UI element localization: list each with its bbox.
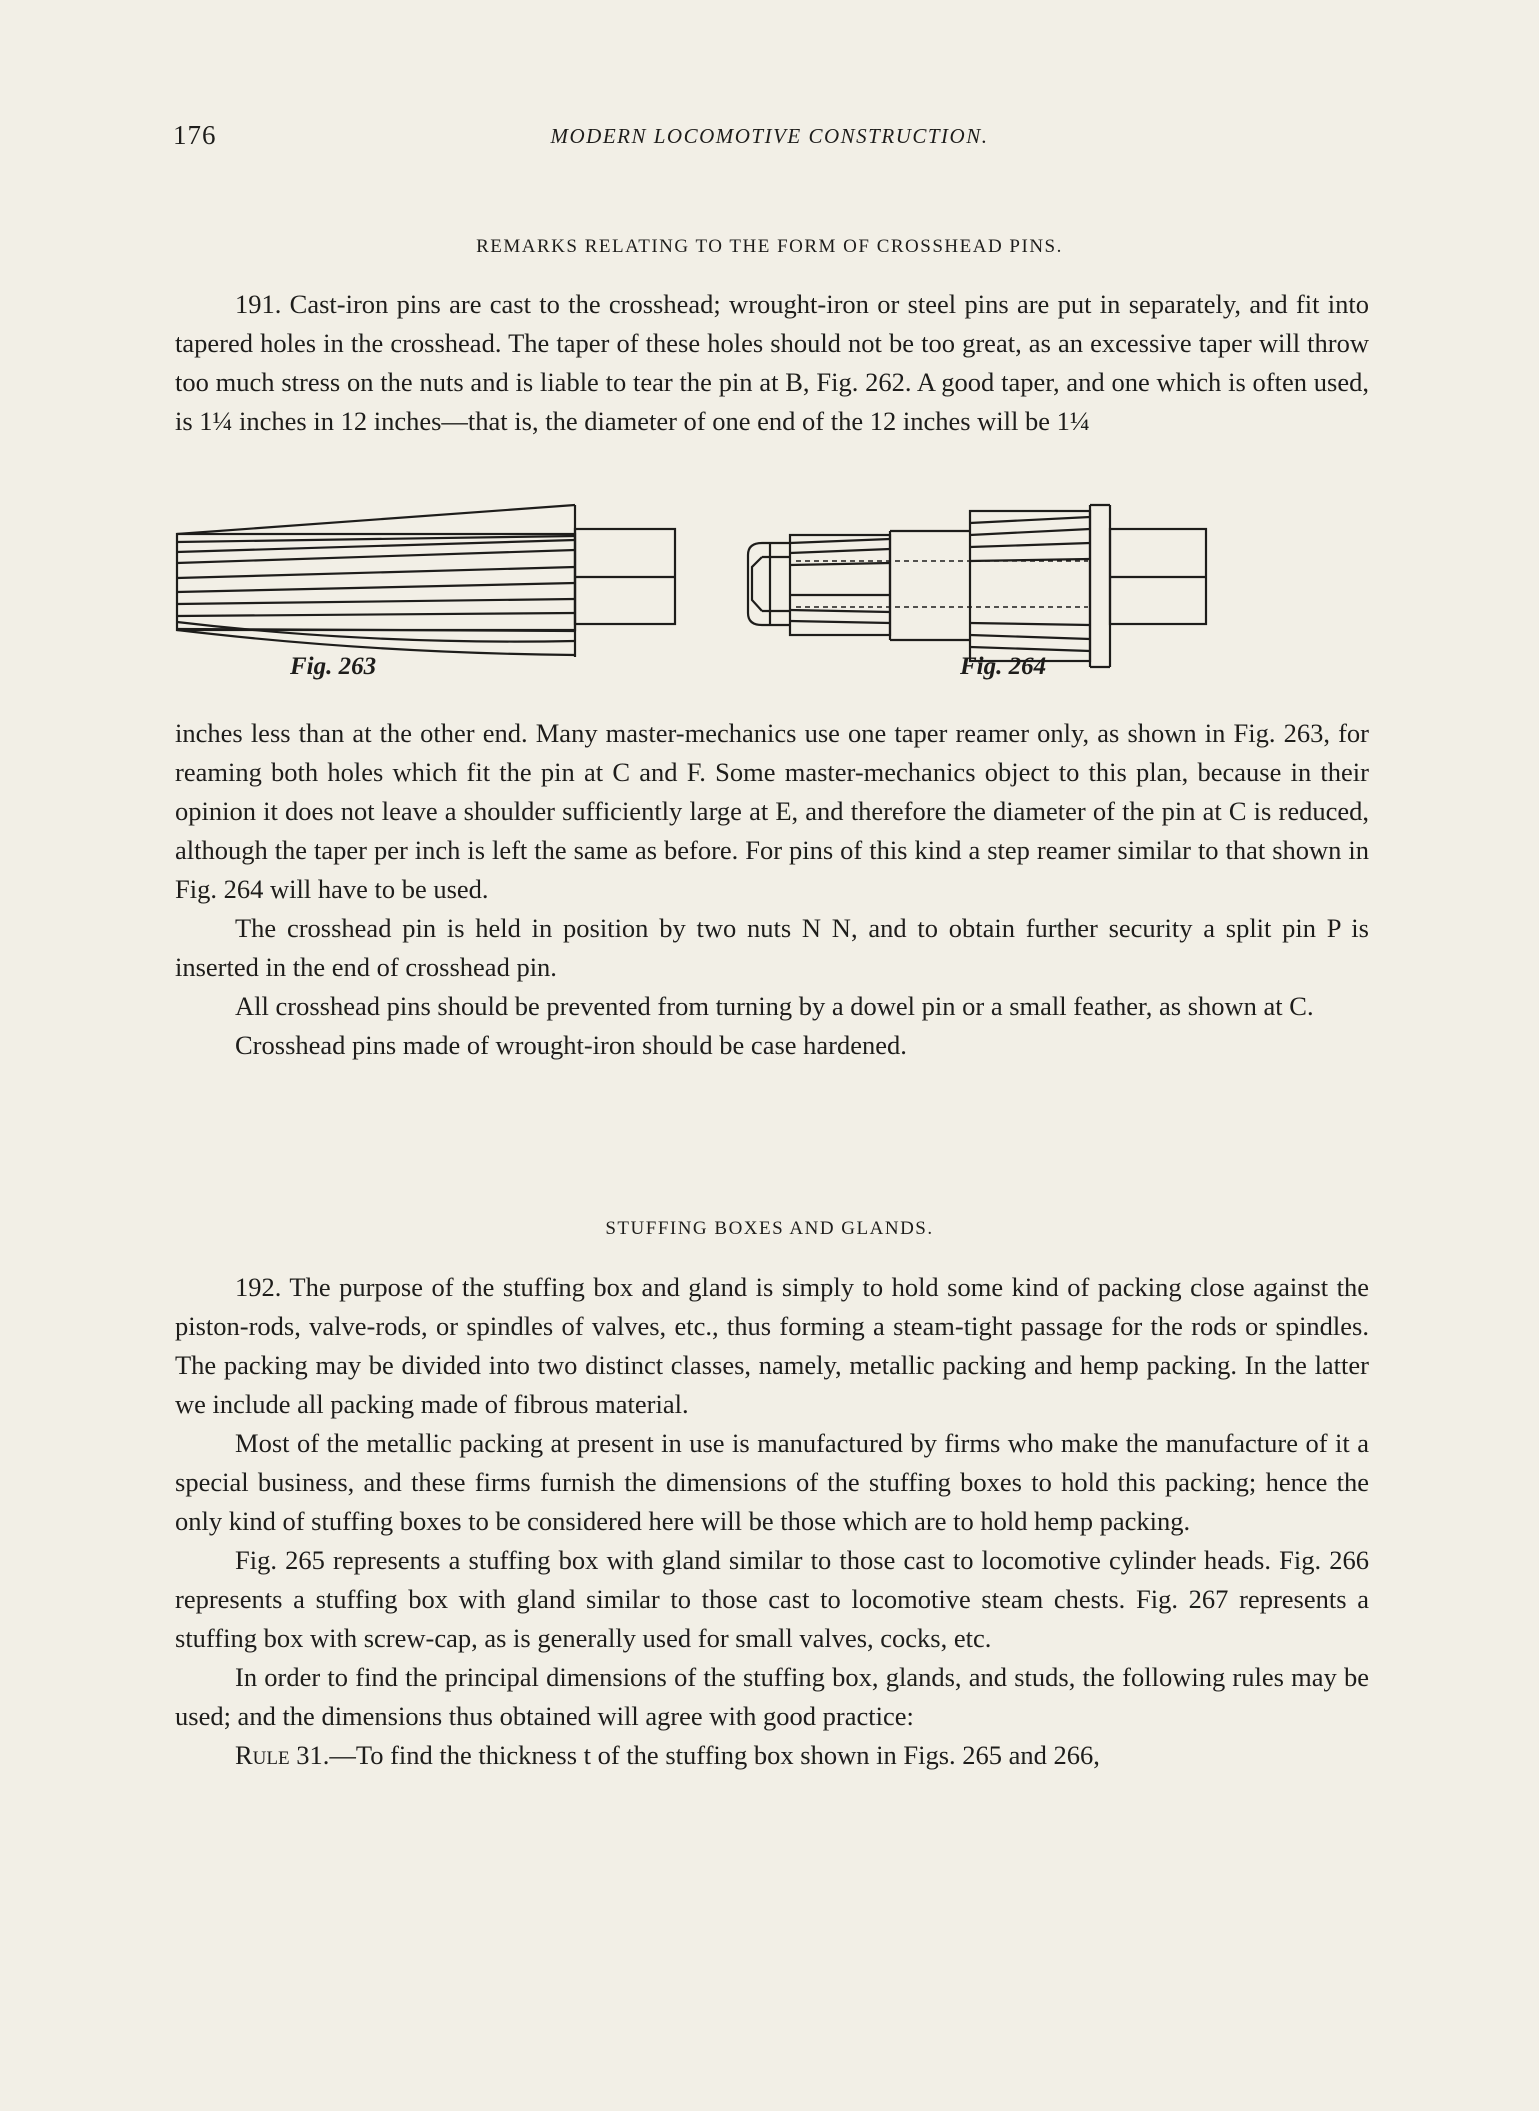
paragraph-dowel: All crosshead pins should be prevented from turning by a dowel pin or a small feather, as shown at C. [235,991,1314,1021]
paragraph-metallic: Most of the metallic packing at present in use is manufactured by firms who make the manufacture of it a special business, and these firms furnish the dimensions of the stuffing boxes to hold this packing; hence the only kind of stuffing boxes to be considered here will be those which are to hold hemp packing. [175,1428,1369,1536]
paragraph-nuts: The crosshead pin is held in position by two nuts N N, and to obtain further security a split pin P is inserted in the end of crosshead pin. [175,913,1369,982]
fig264-caption: Fig. 264 [960,653,1047,680]
fig264-step-reamer [748,505,1206,667]
section2-body [175,1268,1369,1775]
paragraph-191-block [175,285,1369,441]
paragraph-continued: inches less than at the other end. Many master-mechanics use one taper reamer only, as shown in Fig. 263, for reaming both holes which fit the pin at C and F. Some master-mechanics object to this plan, because in their opinion it does not leave a shoulder sufficiently large at E, and therefore the diameter of the pin at C is reduced, although the taper per inch is left the same as before. For pins of this kind a step reamer similar to that shown in Fig. 264 will have to be used. [175,718,1369,904]
paragraph-192: 192. The purpose of the stuffing box and gland is simply to hold some kind of packing close against the piston-rods, valve-rods, or spindles of valves, etc., thus forming a steam-tight passage for the rods or spindles. The packing may be divided into two distinct classes, namely, metallic packing and hemp packing. In the latter we include all packing made of fibrous material. [175,1272,1369,1419]
section-heading-crosshead-pins: REMARKS RELATING TO THE FORM OF CROSSHEAD PINS. [476,236,1063,257]
rule-31 [175,1736,1369,1775]
section1-continued [175,714,1369,1065]
paragraph-191: 191. Cast-iron pins are cast to the crosshead; wrought-iron or steel pins are put in separately, and fit into tapered holes in the crosshead. The taper of these holes should not be too great, as an excessive taper will throw too much stress on the nuts and is liable to tear the pin at B, Fig. 262. A good taper, and one which is often used, is 1¼ inches in 12 inches—that is, the diameter of one end of the 12 inches will be 1¼ [175,289,1369,436]
figures-263-264 [170,495,1370,695]
paragraph-case-hardened: Crosshead pins made of wrought-iron should be case hardened. [235,1030,907,1060]
paragraph-rules: In order to find the principal dimensions of the stuffing box, glands, and studs, the following rules may be used; and the dimensions thus obtained will agree with good practice: [175,1662,1369,1731]
fig263-caption: Fig. 263 [290,653,377,680]
page-number: 176 [173,120,217,150]
rule-31-label: Rule 31. [235,1740,330,1770]
running-title: MODERN LOCOMOTIVE CONSTRUCTION. [550,124,989,148]
section-heading-stuffing-boxes: STUFFING BOXES AND GLANDS. [605,1218,934,1239]
fig263-taper-reamer [177,505,675,657]
rule-31-text: —To find the thickness t of the stuffing box shown in Figs. 265 and 266, [329,1740,1100,1770]
paragraph-figs-265-267: Fig. 265 represents a stuffing box with gland similar to those cast to locomotive cylinder heads. Fig. 266 represents a stuffing box with gland similar to those cast to locomotive steam chests. Fig. 267 represents a stuffing box with screw-cap, as is generally used for small valves, cocks, etc. [175,1545,1369,1653]
